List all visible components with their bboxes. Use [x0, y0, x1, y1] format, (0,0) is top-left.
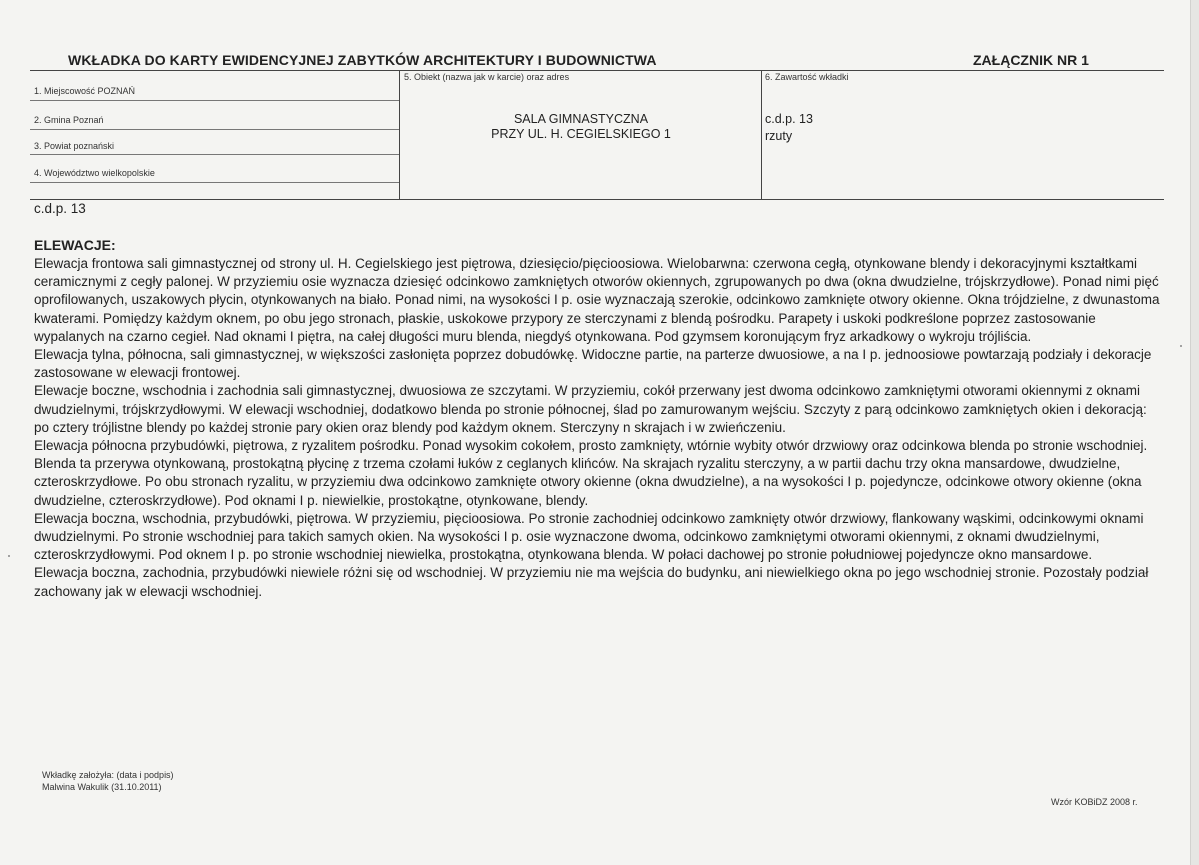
content-line2: rzuty: [765, 129, 793, 143]
section-heading: ELEWACJE:: [34, 237, 116, 253]
scan-edge: [1190, 0, 1199, 865]
field-county: 3. Powiat poznański: [34, 141, 115, 151]
field-commune: 2. Gmina Poznań: [34, 115, 104, 125]
form-divider-2: [761, 70, 762, 199]
annex-number: ZAŁĄCZNIK NR 1: [973, 52, 1089, 68]
author-label: Wkładkę założyła: (data i podpis): [42, 770, 174, 780]
field-locality: 1. Miejscowość POZNAŃ: [34, 86, 136, 96]
field-rule-2: [30, 129, 399, 130]
field-rule-1: [30, 100, 399, 101]
form-divider-1: [399, 70, 400, 199]
form-top-rule: [30, 70, 1164, 71]
paragraph-rear-elevation: Elewacja tylna, północna, sali gimnastycznej, w większości zasłonięta poprzez dobudówkę. Widoczne partie, na parterze dwuosiowe, a na I p. jednoosiowe powtarzają podziały i dekoracje zastosowane w elewacji frontowej.: [34, 347, 1152, 381]
field-rule-3: [30, 154, 399, 155]
author-block: [42, 769, 174, 793]
document-title: WKŁADKA DO KARTY EWIDENCYJNEJ ZABYTKÓW ARCHITEKTURY I BUDOWNICTWA: [68, 52, 657, 68]
form-bottom-rule: [30, 199, 1164, 200]
object-name-line2: PRZY UL. H. CEGIELSKIEGO 1: [491, 127, 671, 141]
field-voivodeship: 4. Województwo wielkopolskie: [34, 168, 155, 178]
field-object-label: 5. Obiekt (nazwa jak w karcie) oraz adres: [404, 72, 570, 82]
object-name-line1: SALA GIMNASTYCZNA: [513, 112, 649, 126]
scan-speck: [8, 555, 10, 557]
content-line1: c.d.p. 13: [765, 112, 813, 126]
paragraph-front-elevation: Elewacja frontowa sali gimnastycznej od strony ul. H. Cegielskiego jest piętrowa, dziesięcio/pięcioosiowa. Wielobarwna: czerwona cegłą, otynkowane blendy i dekoracyjnymi kształtkami ceramicznymi z cegły palonej. W przyziemiu osie wyznacza dziesięć odcinkowo zamkniętych otworów okiennych, zgrupowanych po dwa (okna dwudzielne, trójskrzydłowe). Ponad nimi pięć oprofilowanych, uszakowych płycin, otynkowanych na biało. Ponad nimi, na wysokości I p. osie wyznaczają szerokie, odcinkowo zamknięte otwory okienne. Okna trójdzielne, z dwunastoma kwaterami. Pomiędzy każdym oknem, po obu jego stronach, płaskie, uskokowe przypory ze sterczynami z blendą pośrodku. Parapety i uskoki podkreślone poprzez zastosowanie wypalanych na czarno cegieł. Nad oknami I piętra, na całej długości muru blenda, niegdyś otynkowana. Pod gzymsem koronującym fryz arkadkowy o wykroju trójliścia.: [34, 256, 1160, 344]
description-body: [34, 255, 1162, 601]
template-reference: Wzór KOBiDZ 2008 r.: [1051, 797, 1138, 807]
paragraph-annex-west: Elewacja boczna, zachodnia, przybudówki niewiele różni się od wschodniej. W przyziemiu nie ma wejścia do budynku, ani niewielkiego okna po jego wschodniej stronie. Pozostały podział zachowany jak w elewacji wschodniej.: [34, 565, 1149, 599]
paragraph-annex-north: Elewacja północna przybudówki, piętrowa, z ryzalitem pośrodku. Ponad wysokim cokołem, prosto zamknięty, wtórnie wybity otwór drzwiowy oraz odcinkowa blenda po stronie wschodniej. Blenda ta przerywa otynkowaną, prostokątną płycinę z trzema czołami łuków z ceglanych klińców. Na skrajach ryzalitu sterczyny, a w partii dachu trzy okna mansardowe, dwudzielne, czteroskrzydłowe. Po obu stronach ryzalitu, w przyziemiu dwa odcinkowo zamknięte otwory okienne (okna dwudzielne), a na wysokości I p. pojedyncze, odcinkowe otwory okienne (okna dwudzielne, czteroskrzydłowe). Pod oknami I p. niewielkie, prostokątne, otynkowane, blendy.: [34, 438, 1148, 508]
author-value: Malwina Wakulik (31.10.2011): [42, 782, 162, 792]
field-rule-4: [30, 182, 399, 183]
scan-speck: [1180, 345, 1182, 347]
paragraph-side-elevations: Elewacje boczne, wschodnia i zachodnia sali gimnastycznej, dwuosiowa ze szczytami. W przyziemiu, cokół przerwany jest dwoma odcinkowo zamkniętymi otworami okiennymi z oknami dwudzielnymi, trójskrzydłowymi. W elewacji wschodniej, dodatkowo blenda po stronie północnej, ślad po zamurowanym wejściu. Szczyty z parą odcinkowo zamkniętych okien i dekoracją: po cztery trójlistne blendy po każdej stronie pary okien oraz blendy pod każdym oknem. Sterczyny n skrajach i w zwieńczeniu.: [34, 383, 1147, 435]
field-content-label: 6. Zawartość wkładki: [765, 72, 849, 82]
paragraph-annex-east: Elewacja boczna, wschodnia, przybudówki, piętrowa. W przyziemiu, pięcioosiowa. Po stronie zachodniej odcinkowo zamknięty otwór drzwiowy, flankowany wąskimi, odcinkowymi oknami dwudzielnymi. Po stronie wschodniej para takich samych okien. Na wysokości I p. osie wyznaczone dwoma, odcinkowo zamkniętymi otworami okiennymi, z oknami dwudzielnymi, czteroskrzydłowymi. Pod oknem I p. po stronie wschodniej niewielka, prostokątna, otynkowana blenda. W połaci dachowej po stronie południowej pojedyncze okno mansardowe.: [34, 510, 1144, 563]
cdp-reference: c.d.p. 13: [34, 201, 86, 216]
